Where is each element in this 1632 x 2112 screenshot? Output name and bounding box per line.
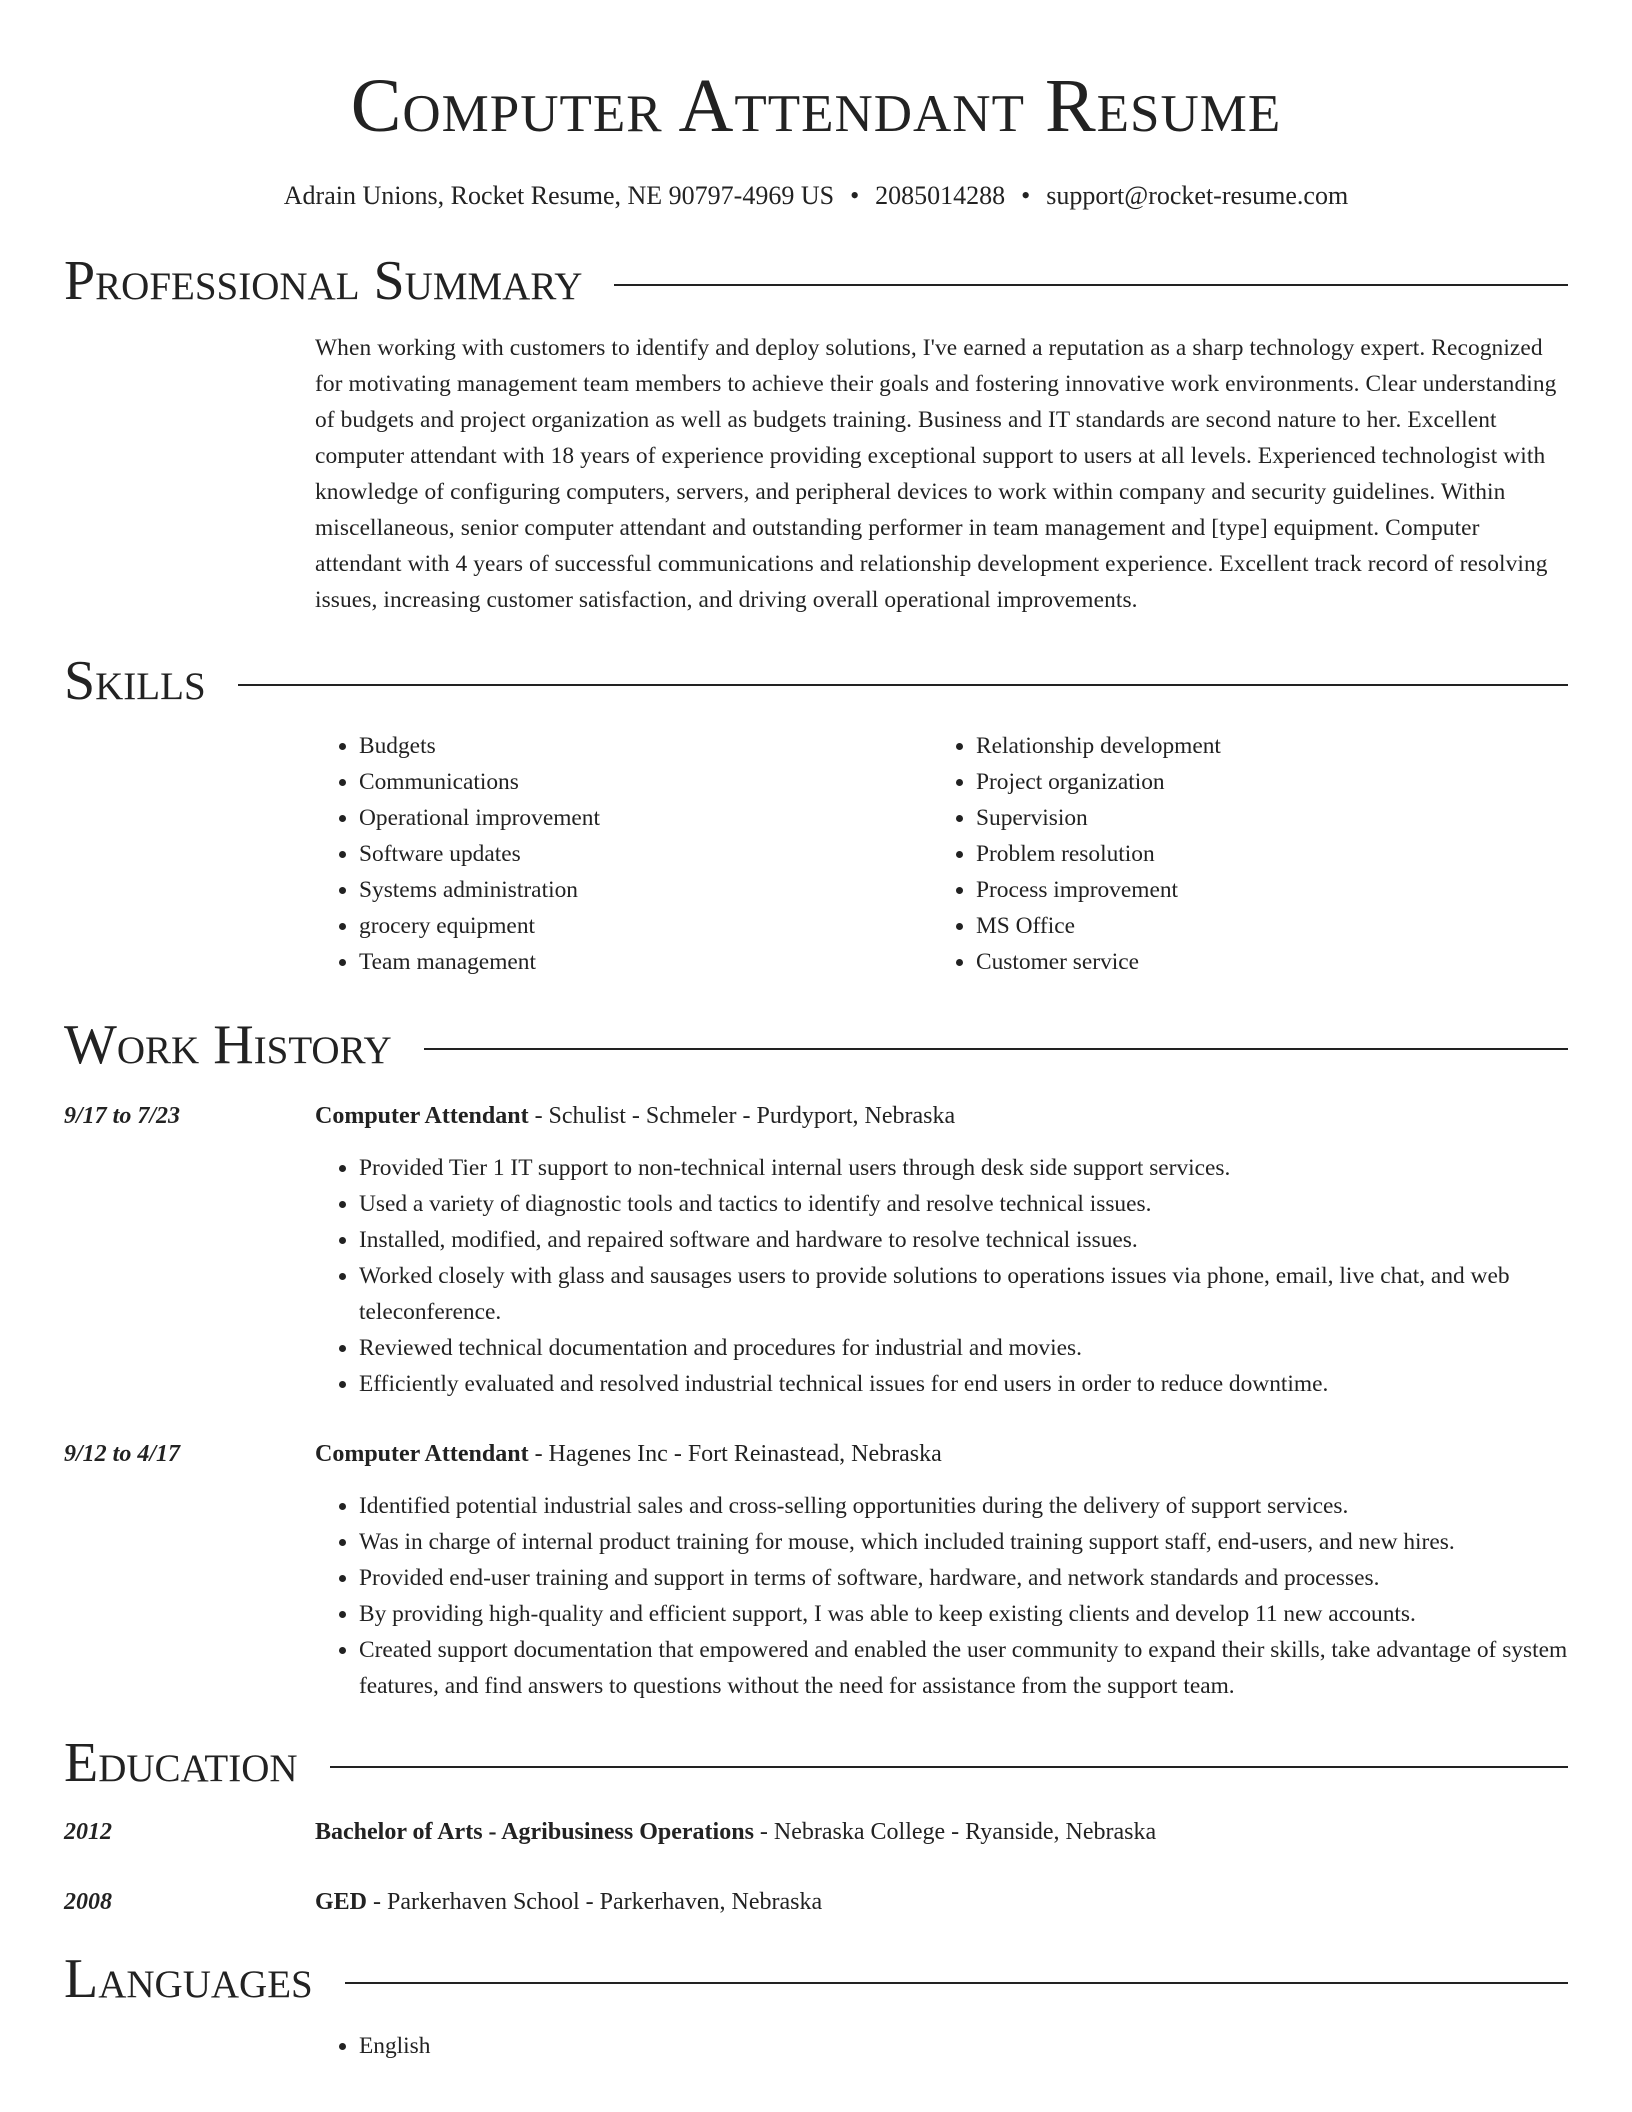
employer-details: - Schulist - Schmeler - Purdyport, Nebraska bbox=[528, 1103, 956, 1129]
work-dates: 9/12 to 4/17 bbox=[64, 1441, 181, 1467]
job-bullet: • Created support documentation that empowered and enabled the user community to expand their skills, take advantage of system features, and find answers to questions without the need for assistance from the support team. bbox=[359, 1632, 1568, 1704]
skills-section-header bbox=[64, 646, 1568, 716]
section-divider bbox=[424, 1048, 1568, 1050]
summary-heading: Professional Summary bbox=[64, 250, 583, 312]
work-heading: Work History bbox=[64, 1014, 392, 1076]
work-entry-main bbox=[315, 1436, 1568, 1704]
skill-item: • Problem resolution bbox=[976, 836, 1549, 872]
language-item: • English bbox=[359, 2028, 1568, 2064]
skill-item: • Operational improvement bbox=[359, 800, 932, 836]
languages-list bbox=[315, 2028, 1568, 2064]
job-bullets bbox=[315, 1150, 1568, 1402]
employer-details: - Hagenes Inc - Fort Reinastead, Nebraska bbox=[528, 1441, 942, 1467]
job-bullet: • Worked closely with glass and sausages users to provide solutions to operations issues via phone, email, live chat, and web teleconference. bbox=[359, 1258, 1568, 1330]
section-divider bbox=[330, 1766, 1568, 1768]
work-entry bbox=[64, 1436, 1568, 1704]
contact-line bbox=[64, 180, 1568, 212]
skill-item: • Software updates bbox=[359, 836, 932, 872]
contact-separator: • bbox=[850, 181, 860, 210]
section-divider bbox=[614, 284, 1568, 286]
skill-item: • Process improvement bbox=[976, 872, 1549, 908]
job-bullet: • By providing high-quality and efficient support, I was able to keep existing clients and develop 11 new accounts. bbox=[359, 1596, 1568, 1632]
job-bullet: • Reviewed technical documentation and procedures for industrial and movies. bbox=[359, 1330, 1568, 1366]
contact-email: support@rocket-resume.com bbox=[1046, 181, 1349, 210]
work-entry-main bbox=[315, 1098, 1568, 1402]
job-bullet: • Efficiently evaluated and resolved industrial technical issues for end users in order to reduce downtime. bbox=[359, 1366, 1568, 1402]
skill-item: • MS Office bbox=[976, 908, 1549, 944]
degree-name: Bachelor of Arts - Agribusiness Operations bbox=[315, 1819, 754, 1845]
skill-item: • Supervision bbox=[976, 800, 1549, 836]
education-year: 2008 bbox=[64, 1889, 112, 1915]
work-title-line bbox=[315, 1436, 1568, 1472]
contact-separator: • bbox=[1021, 181, 1031, 210]
work-entry bbox=[64, 1098, 1568, 1402]
skill-item: • grocery equipment bbox=[359, 908, 932, 944]
contact-phone: 2085014288 bbox=[875, 181, 1006, 210]
skills-list-right bbox=[932, 728, 1549, 980]
school-details: - Parkerhaven School - Parkerhaven, Nebraska bbox=[367, 1889, 823, 1915]
work-title-line bbox=[315, 1098, 1568, 1134]
education-section-header bbox=[64, 1728, 1568, 1798]
section-divider bbox=[238, 684, 1568, 686]
school-details: - Nebraska College - Ryanside, Nebraska bbox=[753, 1819, 1157, 1845]
job-bullet: • Used a variety of diagnostic tools and tactics to identify and resolve technical issues. bbox=[359, 1186, 1568, 1222]
job-title: Computer Attendant bbox=[315, 1103, 529, 1129]
contact-address: Adrain Unions, Rocket Resume, NE 90797-4969 US bbox=[283, 181, 835, 210]
work-dates: 9/17 to 7/23 bbox=[64, 1103, 181, 1129]
education-year: 2012 bbox=[64, 1819, 112, 1845]
skill-item: • Project organization bbox=[976, 764, 1549, 800]
skill-item: • Relationship development bbox=[976, 728, 1549, 764]
degree-name: GED bbox=[315, 1889, 368, 1915]
resume-title: Computer Attendant Resume bbox=[350, 64, 1282, 148]
education-entry bbox=[64, 1814, 1568, 1850]
job-bullets bbox=[315, 1488, 1568, 1704]
languages-heading: Languages bbox=[64, 1948, 313, 2010]
job-bullet: • Provided Tier 1 IT support to non-technical internal users through desk side support services. bbox=[359, 1150, 1568, 1186]
education-heading: Education bbox=[64, 1732, 298, 1794]
summary-text: When working with customers to identify and deploy solutions, I've earned a reputation as a sharp technology expert. Recognized for motivating management team members to achieve their goals and fostering innovative work environments. Clear understanding of budgets and project organization as well as budgets training. Business and IT standards are second nature to her. Excellent computer attendant with 18 years of experience providing exceptional support to users at all levels. Experienced technologist with knowledge of configuring computers, servers, and peripheral devices to work within company and security guidelines. Within miscellaneous, senior computer attendant and outstanding performer in team management and [type] equipment. Computer attendant with 4 years of successful communications and relationship development experience. Excellent track record of resolving issues, increasing customer satisfaction, and driving overall operational improvements. bbox=[315, 335, 1557, 613]
skills-body bbox=[315, 728, 1568, 980]
skill-item: • Systems administration bbox=[359, 872, 932, 908]
education-entry bbox=[64, 1884, 1568, 1920]
section-divider bbox=[345, 1982, 1568, 1984]
summary-section-header bbox=[64, 246, 1568, 316]
job-bullet: • Provided end-user training and support in terms of software, hardware, and network standards and processes. bbox=[359, 1560, 1568, 1596]
education-main bbox=[315, 1814, 1568, 1850]
work-section-header bbox=[64, 1010, 1568, 1080]
languages-body bbox=[315, 2028, 1568, 2064]
job-bullet: • Identified potential industrial sales and cross-selling opportunities during the delivery of support services. bbox=[359, 1488, 1568, 1524]
skills-heading: Skills bbox=[64, 650, 206, 712]
skills-list-left bbox=[315, 728, 932, 980]
skill-item: • Customer service bbox=[976, 944, 1549, 980]
skill-item: • Communications bbox=[359, 764, 932, 800]
education-main bbox=[315, 1884, 1568, 1920]
skill-item: • Team management bbox=[359, 944, 932, 980]
job-bullet: • Installed, modified, and repaired software and hardware to resolve technical issues. bbox=[359, 1222, 1568, 1258]
job-bullet: • Was in charge of internal product training for mouse, which included training support staff, end-users, and new hires. bbox=[359, 1524, 1568, 1560]
summary-body bbox=[315, 330, 1568, 618]
job-title: Computer Attendant bbox=[315, 1441, 529, 1467]
skills-grid bbox=[315, 728, 1568, 980]
languages-section-header bbox=[64, 1944, 1568, 2014]
skill-item: • Budgets bbox=[359, 728, 932, 764]
